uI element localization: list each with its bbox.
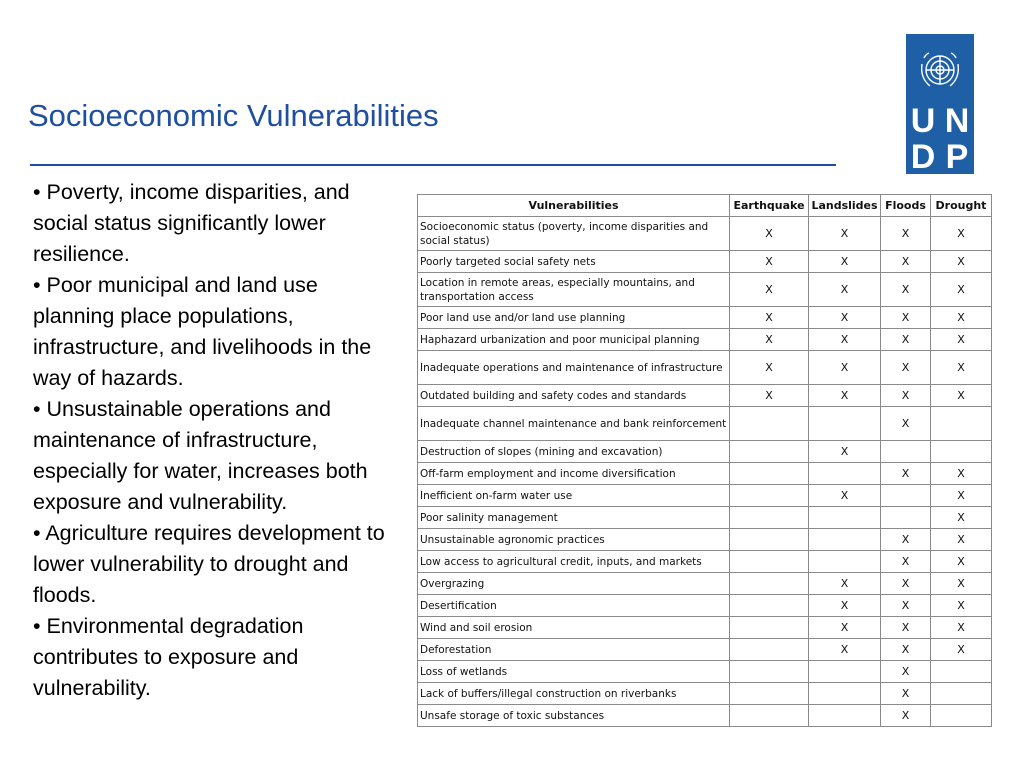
- vulnerability-name-cell: Poor salinity management: [418, 507, 730, 529]
- slide-title: Socioeconomic Vulnerabilities: [28, 98, 439, 133]
- table-row: [418, 551, 992, 573]
- table-row: [418, 683, 992, 705]
- mark-cell-earthquake: [730, 507, 809, 529]
- mark-cell-drought: X: [931, 529, 992, 551]
- mark-cell-floods: [881, 507, 931, 529]
- mark-cell-landslides: X: [809, 639, 881, 661]
- mark-cell-floods: [881, 485, 931, 507]
- mark-cell-landslides: [809, 407, 881, 441]
- mark-cell-drought: X: [931, 639, 992, 661]
- undp-logo: [906, 34, 974, 174]
- mark-cell-floods: X: [881, 661, 931, 683]
- vulnerability-name-cell: Inefficient on-farm water use: [418, 485, 730, 507]
- vulnerability-name-cell: Unsustainable agronomic practices: [418, 529, 730, 551]
- logo-letter-p: P: [945, 138, 969, 174]
- mark-cell-floods: X: [881, 463, 931, 485]
- header-vulnerabilities: Vulnerabilities: [418, 195, 730, 217]
- vulnerability-table: [417, 194, 992, 727]
- mark-cell-drought: X: [931, 595, 992, 617]
- header-floods: Floods: [881, 195, 931, 217]
- table-row: [418, 463, 992, 485]
- mark-cell-earthquake: [730, 683, 809, 705]
- mark-cell-drought: X: [931, 573, 992, 595]
- table-row: [418, 273, 992, 307]
- mark-cell-drought: X: [931, 551, 992, 573]
- mark-cell-landslides: X: [809, 329, 881, 351]
- bullet-item: • Environmental degradation contributes to exposure and vulnerability.: [33, 614, 304, 700]
- mark-cell-earthquake: X: [730, 273, 809, 307]
- vulnerability-name-cell: Loss of wetlands: [418, 661, 730, 683]
- table-header-row: [418, 195, 992, 217]
- bullet-item: • Poverty, income disparities, and social status significantly lower resilience.: [33, 180, 350, 266]
- mark-cell-landslides: [809, 529, 881, 551]
- mark-cell-earthquake: [730, 407, 809, 441]
- mark-cell-drought: [931, 441, 992, 463]
- mark-cell-floods: X: [881, 307, 931, 329]
- mark-cell-drought: X: [931, 329, 992, 351]
- mark-cell-floods: X: [881, 217, 931, 251]
- vulnerability-name-cell: Lack of buffers/illegal construction on riverbanks: [418, 683, 730, 705]
- mark-cell-landslides: [809, 507, 881, 529]
- mark-cell-landslides: X: [809, 251, 881, 273]
- mark-cell-drought: X: [931, 251, 992, 273]
- mark-cell-landslides: X: [809, 441, 881, 463]
- vulnerability-name-cell: Desertification: [418, 595, 730, 617]
- bullet-item: • Agriculture requires development to lower vulnerability to drought and floods.: [33, 521, 385, 607]
- table-row: [418, 485, 992, 507]
- table-row: [418, 217, 992, 251]
- vulnerability-name-cell: Overgrazing: [418, 573, 730, 595]
- mark-cell-landslides: X: [809, 307, 881, 329]
- vulnerability-name-cell: Destruction of slopes (mining and excavation): [418, 441, 730, 463]
- table-row: [418, 307, 992, 329]
- mark-cell-earthquake: X: [730, 351, 809, 385]
- mark-cell-landslides: X: [809, 617, 881, 639]
- mark-cell-earthquake: [730, 705, 809, 727]
- header-drought: Drought: [931, 195, 992, 217]
- mark-cell-drought: X: [931, 351, 992, 385]
- vulnerability-name-cell: Unsafe storage of toxic substances: [418, 705, 730, 727]
- mark-cell-landslides: X: [809, 273, 881, 307]
- mark-cell-floods: X: [881, 595, 931, 617]
- mark-cell-drought: X: [931, 507, 992, 529]
- vulnerability-name-cell: Off-farm employment and income diversification: [418, 463, 730, 485]
- mark-cell-floods: X: [881, 251, 931, 273]
- mark-cell-floods: X: [881, 529, 931, 551]
- mark-cell-drought: X: [931, 485, 992, 507]
- mark-cell-earthquake: [730, 463, 809, 485]
- logo-letter-n: N: [944, 102, 970, 140]
- mark-cell-landslides: X: [809, 217, 881, 251]
- mark-cell-landslides: X: [809, 595, 881, 617]
- vulnerability-name-cell: Inadequate operations and maintenance of infrastructure: [418, 351, 730, 385]
- mark-cell-earthquake: [730, 617, 809, 639]
- mark-cell-earthquake: X: [730, 251, 809, 273]
- vulnerability-name-cell: Poor land use and/or land use planning: [418, 307, 730, 329]
- mark-cell-floods: X: [881, 329, 931, 351]
- vulnerability-name-cell: Poorly targeted social safety nets: [418, 251, 730, 273]
- vulnerability-name-cell: Inadequate channel maintenance and bank reinforcement: [418, 407, 730, 441]
- un-emblem-icon: [922, 53, 959, 86]
- mark-cell-drought: X: [931, 617, 992, 639]
- mark-cell-landslides: [809, 683, 881, 705]
- mark-cell-earthquake: [730, 441, 809, 463]
- table-row: [418, 441, 992, 463]
- logo-letter-u: U: [910, 102, 936, 140]
- mark-cell-earthquake: [730, 639, 809, 661]
- table-row: [418, 385, 992, 407]
- mark-cell-landslides: [809, 463, 881, 485]
- header-earthquake: Earthquake: [730, 195, 809, 217]
- mark-cell-earthquake: [730, 661, 809, 683]
- mark-cell-floods: X: [881, 617, 931, 639]
- mark-cell-landslides: [809, 705, 881, 727]
- mark-cell-landslides: [809, 551, 881, 573]
- mark-cell-earthquake: [730, 595, 809, 617]
- table-row: [418, 595, 992, 617]
- vulnerability-name-cell: Wind and soil erosion: [418, 617, 730, 639]
- mark-cell-drought: [931, 661, 992, 683]
- mark-cell-drought: X: [931, 307, 992, 329]
- vulnerability-name-cell: Outdated building and safety codes and standards: [418, 385, 730, 407]
- table-row: [418, 529, 992, 551]
- table-row: [418, 639, 992, 661]
- mark-cell-drought: X: [931, 273, 992, 307]
- title-divider: [30, 164, 836, 166]
- table-row: [418, 251, 992, 273]
- bullet-list: [33, 177, 405, 704]
- mark-cell-earthquake: [730, 529, 809, 551]
- bullet-item: • Poor municipal and land use planning place populations, infrastructure, and livelihoods in the way of hazards.: [33, 273, 372, 390]
- mark-cell-floods: X: [881, 683, 931, 705]
- mark-cell-landslides: X: [809, 385, 881, 407]
- mark-cell-drought: [931, 407, 992, 441]
- mark-cell-landslides: X: [809, 351, 881, 385]
- mark-cell-earthquake: [730, 485, 809, 507]
- mark-cell-floods: X: [881, 407, 931, 441]
- mark-cell-landslides: X: [809, 573, 881, 595]
- mark-cell-drought: X: [931, 463, 992, 485]
- vulnerability-name-cell: Socioeconomic status (poverty, income disparities and social status): [418, 217, 730, 251]
- mark-cell-earthquake: X: [730, 385, 809, 407]
- vulnerability-name-cell: Haphazard urbanization and poor municipal planning: [418, 329, 730, 351]
- mark-cell-drought: [931, 705, 992, 727]
- mark-cell-floods: X: [881, 551, 931, 573]
- table-body: [418, 217, 992, 727]
- logo-letter-d: D: [910, 138, 936, 174]
- table-row: [418, 705, 992, 727]
- table-row: [418, 407, 992, 441]
- mark-cell-earthquake: [730, 573, 809, 595]
- mark-cell-drought: [931, 683, 992, 705]
- bullet-item: • Unsustainable operations and maintenance of infrastructure, especially for water, increases both exposure and vulnerability.: [33, 397, 368, 514]
- vulnerability-name-cell: Low access to agricultural credit, inputs, and markets: [418, 551, 730, 573]
- mark-cell-floods: [881, 441, 931, 463]
- mark-cell-floods: X: [881, 705, 931, 727]
- mark-cell-drought: X: [931, 217, 992, 251]
- mark-cell-floods: X: [881, 351, 931, 385]
- vulnerability-name-cell: Deforestation: [418, 639, 730, 661]
- mark-cell-floods: X: [881, 273, 931, 307]
- mark-cell-landslides: [809, 661, 881, 683]
- mark-cell-floods: X: [881, 385, 931, 407]
- table-row: [418, 573, 992, 595]
- mark-cell-landslides: X: [809, 485, 881, 507]
- vulnerability-name-cell: Location in remote areas, especially mountains, and transportation access: [418, 273, 730, 307]
- header-landslides: Landslides: [809, 195, 881, 217]
- mark-cell-earthquake: [730, 551, 809, 573]
- table-row: [418, 351, 992, 385]
- mark-cell-floods: X: [881, 639, 931, 661]
- table-row: [418, 329, 992, 351]
- table-row: [418, 507, 992, 529]
- table-row: [418, 661, 992, 683]
- mark-cell-earthquake: X: [730, 329, 809, 351]
- mark-cell-earthquake: X: [730, 307, 809, 329]
- mark-cell-floods: X: [881, 573, 931, 595]
- table-row: [418, 617, 992, 639]
- mark-cell-drought: X: [931, 385, 992, 407]
- mark-cell-earthquake: X: [730, 217, 809, 251]
